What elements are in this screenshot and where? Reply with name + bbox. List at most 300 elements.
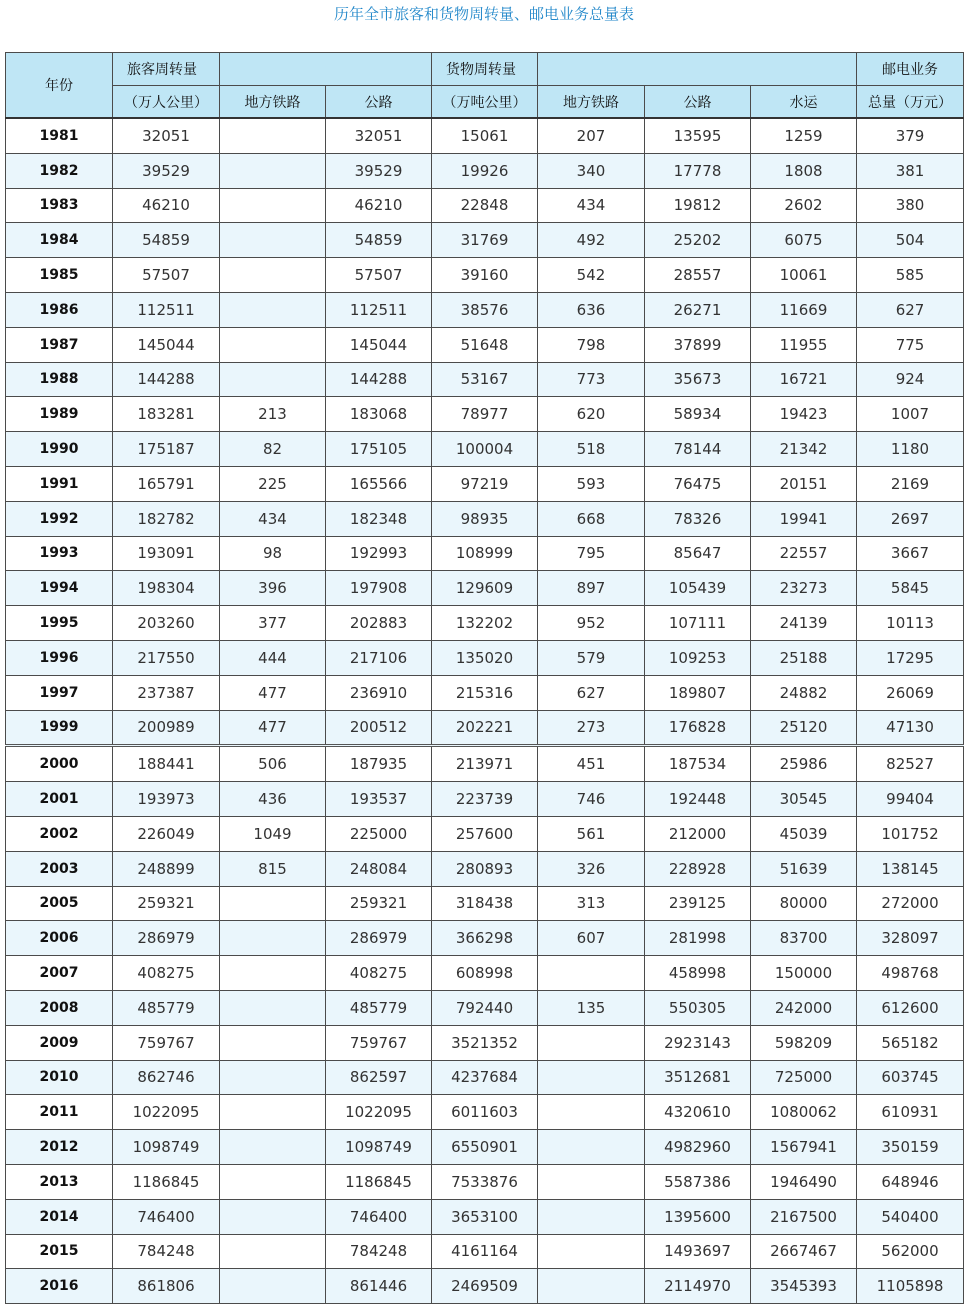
table-row	[6, 188, 964, 223]
freight-water-cell: 24882	[751, 675, 857, 710]
passenger-total-cell: 485779	[113, 990, 220, 1025]
freight-water-cell: 24139	[751, 606, 857, 641]
freight-water-cell: 19941	[751, 501, 857, 536]
passenger-rail-cell: 434	[220, 501, 326, 536]
passenger-road-cell: 259321	[326, 886, 432, 921]
freight-water-cell: 1946490	[751, 1164, 857, 1199]
freight-rail-cell: 518	[538, 432, 645, 467]
post-total-cell: 17295	[857, 640, 964, 675]
passenger-rail-cell	[220, 118, 326, 153]
post-total-cell: 775	[857, 327, 964, 362]
passenger-road-cell: 1098749	[326, 1130, 432, 1165]
freight-total-cell: 257600	[432, 816, 538, 851]
freight-water-cell: 22557	[751, 536, 857, 571]
freight-water-cell: 80000	[751, 886, 857, 921]
freight-rail-cell: 593	[538, 466, 645, 501]
passenger-rail-cell	[220, 1060, 326, 1095]
year-cell: 2016	[6, 1269, 113, 1304]
freight-water-cell: 2667467	[751, 1234, 857, 1269]
passenger-road-cell: 485779	[326, 990, 432, 1025]
table-row	[6, 851, 964, 886]
passenger-road-cell: 32051	[326, 118, 432, 153]
freight-rail-cell: 773	[538, 362, 645, 397]
freight-water-cell: 16721	[751, 362, 857, 397]
freight-total-cell: 3521352	[432, 1025, 538, 1060]
freight-road-cell: 19812	[645, 188, 751, 223]
table-body	[6, 118, 964, 1304]
passenger-road-cell: 187935	[326, 746, 432, 782]
freight-total-cell: 38576	[432, 292, 538, 327]
freight-rail-cell: 579	[538, 640, 645, 675]
freight-water-cell: 6075	[751, 223, 857, 258]
post-total-cell: 99404	[857, 782, 964, 817]
table-row	[6, 640, 964, 675]
freight-rail-cell: 273	[538, 710, 645, 746]
freight-water-cell: 25188	[751, 640, 857, 675]
freight-total-cell: 53167	[432, 362, 538, 397]
passenger-total-cell: 237387	[113, 675, 220, 710]
passenger-rail-cell	[220, 292, 326, 327]
passenger-road-cell: 54859	[326, 223, 432, 258]
freight-road-cell: 85647	[645, 536, 751, 571]
passenger-rail-cell: 98	[220, 536, 326, 571]
passenger-total-cell: 203260	[113, 606, 220, 641]
freight-total-cell: 6550901	[432, 1130, 538, 1165]
table-row	[6, 782, 964, 817]
header-year: 年份	[6, 53, 113, 119]
post-total-cell: 627	[857, 292, 964, 327]
freight-road-cell: 37899	[645, 327, 751, 362]
passenger-total-cell: 54859	[113, 223, 220, 258]
freight-rail-cell: 340	[538, 153, 645, 188]
year-cell: 1984	[6, 223, 113, 258]
passenger-total-cell: 746400	[113, 1199, 220, 1234]
freight-road-cell: 107111	[645, 606, 751, 641]
freight-rail-cell	[538, 1269, 645, 1304]
passenger-rail-cell: 477	[220, 710, 326, 746]
header-freight-road: 公路	[645, 86, 751, 119]
passenger-rail-cell	[220, 1095, 326, 1130]
table-row	[6, 432, 964, 467]
passenger-total-cell: 112511	[113, 292, 220, 327]
passenger-road-cell: 202883	[326, 606, 432, 641]
year-cell: 2009	[6, 1025, 113, 1060]
freight-rail-cell: 746	[538, 782, 645, 817]
freight-road-cell: 4320610	[645, 1095, 751, 1130]
passenger-rail-cell: 1049	[220, 816, 326, 851]
passenger-rail-cell: 506	[220, 746, 326, 782]
passenger-road-cell: 46210	[326, 188, 432, 223]
year-cell: 1986	[6, 292, 113, 327]
passenger-rail-cell: 213	[220, 397, 326, 432]
post-total-cell: 540400	[857, 1199, 964, 1234]
passenger-total-cell: 193973	[113, 782, 220, 817]
freight-rail-cell: 434	[538, 188, 645, 223]
freight-water-cell: 1080062	[751, 1095, 857, 1130]
passenger-road-cell: 1022095	[326, 1095, 432, 1130]
passenger-road-cell: 112511	[326, 292, 432, 327]
passenger-total-cell: 759767	[113, 1025, 220, 1060]
table-row	[6, 956, 964, 991]
table-row	[6, 816, 964, 851]
year-cell: 1987	[6, 327, 113, 362]
header-post: 邮电业务	[857, 53, 964, 86]
freight-road-cell: 105439	[645, 571, 751, 606]
freight-road-cell: 25202	[645, 223, 751, 258]
passenger-road-cell: 759767	[326, 1025, 432, 1060]
passenger-rail-cell: 82	[220, 432, 326, 467]
freight-total-cell: 31769	[432, 223, 538, 258]
header-freight-water: 水运	[751, 86, 857, 119]
post-total-cell: 380	[857, 188, 964, 223]
freight-total-cell: 19926	[432, 153, 538, 188]
passenger-rail-cell	[220, 327, 326, 362]
post-total-cell: 924	[857, 362, 964, 397]
table-row	[6, 397, 964, 432]
freight-road-cell: 78144	[645, 432, 751, 467]
header-freight-rail: 地方铁路	[538, 86, 645, 119]
passenger-road-cell: 217106	[326, 640, 432, 675]
passenger-rail-cell: 444	[220, 640, 326, 675]
freight-road-cell: 1395600	[645, 1199, 751, 1234]
header-freight-spacer	[538, 53, 857, 86]
passenger-road-cell: 192993	[326, 536, 432, 571]
freight-road-cell: 26271	[645, 292, 751, 327]
passenger-rail-cell	[220, 223, 326, 258]
freight-water-cell: 19423	[751, 397, 857, 432]
freight-rail-cell	[538, 1199, 645, 1234]
passenger-total-cell: 784248	[113, 1234, 220, 1269]
passenger-rail-cell: 436	[220, 782, 326, 817]
passenger-rail-cell: 377	[220, 606, 326, 641]
passenger-total-cell: 259321	[113, 886, 220, 921]
freight-total-cell: 6011603	[432, 1095, 538, 1130]
table-row	[6, 1060, 964, 1095]
passenger-total-cell: 408275	[113, 956, 220, 991]
table-title: 历年全市旅客和货物周转量、邮电业务总量表	[333, 5, 634, 23]
freight-rail-cell: 798	[538, 327, 645, 362]
freight-road-cell: 3512681	[645, 1060, 751, 1095]
year-cell: 2005	[6, 886, 113, 921]
header-passenger-unit: （万人公里）	[113, 86, 220, 119]
freight-total-cell: 202221	[432, 710, 538, 746]
passenger-total-cell: 200989	[113, 710, 220, 746]
freight-total-cell: 792440	[432, 990, 538, 1025]
freight-total-cell: 39160	[432, 258, 538, 293]
table-row	[6, 153, 964, 188]
freight-water-cell: 30545	[751, 782, 857, 817]
table-row	[6, 362, 964, 397]
freight-rail-cell: 620	[538, 397, 645, 432]
post-total-cell: 10113	[857, 606, 964, 641]
passenger-road-cell: 248084	[326, 851, 432, 886]
year-cell: 1995	[6, 606, 113, 641]
post-total-cell: 3667	[857, 536, 964, 571]
post-total-cell: 272000	[857, 886, 964, 921]
passenger-road-cell: 200512	[326, 710, 432, 746]
passenger-rail-cell	[220, 1269, 326, 1304]
table-row	[6, 571, 964, 606]
year-cell: 1997	[6, 675, 113, 710]
passenger-road-cell: 408275	[326, 956, 432, 991]
post-total-cell: 565182	[857, 1025, 964, 1060]
freight-water-cell: 1808	[751, 153, 857, 188]
year-cell: 1996	[6, 640, 113, 675]
post-total-cell: 1105898	[857, 1269, 964, 1304]
passenger-road-cell: 183068	[326, 397, 432, 432]
passenger-rail-cell	[220, 362, 326, 397]
post-total-cell: 648946	[857, 1164, 964, 1199]
table-row	[6, 710, 964, 746]
header-passenger-rail: 地方铁路	[220, 86, 326, 119]
year-cell: 2007	[6, 956, 113, 991]
post-total-cell: 603745	[857, 1060, 964, 1095]
freight-total-cell: 15061	[432, 118, 538, 153]
freight-water-cell: 11669	[751, 292, 857, 327]
table-row	[6, 1234, 964, 1269]
header-freight: 货物周转量	[432, 53, 538, 86]
freight-rail-cell: 627	[538, 675, 645, 710]
passenger-rail-cell	[220, 258, 326, 293]
freight-water-cell: 45039	[751, 816, 857, 851]
table-row	[6, 1199, 964, 1234]
passenger-rail-cell	[220, 990, 326, 1025]
year-cell: 2010	[6, 1060, 113, 1095]
passenger-road-cell: 57507	[326, 258, 432, 293]
freight-road-cell: 76475	[645, 466, 751, 501]
passenger-rail-cell	[220, 921, 326, 956]
freight-total-cell: 2469509	[432, 1269, 538, 1304]
freight-total-cell: 100004	[432, 432, 538, 467]
post-total-cell: 350159	[857, 1130, 964, 1165]
freight-rail-cell: 542	[538, 258, 645, 293]
freight-total-cell: 366298	[432, 921, 538, 956]
statistics-table	[5, 52, 964, 1304]
passenger-road-cell: 165566	[326, 466, 432, 501]
freight-road-cell: 212000	[645, 816, 751, 851]
passenger-rail-cell	[220, 1025, 326, 1060]
freight-rail-cell: 668	[538, 501, 645, 536]
year-cell: 2015	[6, 1234, 113, 1269]
passenger-road-cell: 784248	[326, 1234, 432, 1269]
freight-rail-cell: 492	[538, 223, 645, 258]
freight-water-cell: 11955	[751, 327, 857, 362]
year-cell: 2014	[6, 1199, 113, 1234]
freight-water-cell: 10061	[751, 258, 857, 293]
passenger-road-cell: 861446	[326, 1269, 432, 1304]
post-total-cell: 504	[857, 223, 964, 258]
post-total-cell: 1007	[857, 397, 964, 432]
year-cell: 2013	[6, 1164, 113, 1199]
freight-road-cell: 5587386	[645, 1164, 751, 1199]
freight-water-cell: 1259	[751, 118, 857, 153]
table-row	[6, 746, 964, 782]
freight-total-cell: 97219	[432, 466, 538, 501]
year-cell: 2001	[6, 782, 113, 817]
freight-water-cell: 25986	[751, 746, 857, 782]
freight-rail-cell: 636	[538, 292, 645, 327]
header-freight-unit: （万吨公里）	[432, 86, 538, 119]
passenger-total-cell: 1022095	[113, 1095, 220, 1130]
table-row	[6, 292, 964, 327]
freight-total-cell: 223739	[432, 782, 538, 817]
freight-road-cell: 1493697	[645, 1234, 751, 1269]
year-cell: 1992	[6, 501, 113, 536]
freight-total-cell: 318438	[432, 886, 538, 921]
freight-road-cell: 239125	[645, 886, 751, 921]
passenger-rail-cell: 396	[220, 571, 326, 606]
passenger-rail-cell	[220, 1164, 326, 1199]
year-cell: 1981	[6, 118, 113, 153]
freight-water-cell: 2602	[751, 188, 857, 223]
freight-water-cell: 21342	[751, 432, 857, 467]
passenger-rail-cell	[220, 188, 326, 223]
table-row	[6, 921, 964, 956]
post-total-cell: 5845	[857, 571, 964, 606]
freight-water-cell: 150000	[751, 956, 857, 991]
freight-water-cell: 598209	[751, 1025, 857, 1060]
post-total-cell: 47130	[857, 710, 964, 746]
passenger-total-cell: 862746	[113, 1060, 220, 1095]
freight-total-cell: 108999	[432, 536, 538, 571]
freight-total-cell: 4161164	[432, 1234, 538, 1269]
year-cell: 2002	[6, 816, 113, 851]
passenger-total-cell: 286979	[113, 921, 220, 956]
table-row	[6, 1130, 964, 1165]
passenger-total-cell: 32051	[113, 118, 220, 153]
passenger-road-cell: 182348	[326, 501, 432, 536]
table-row	[6, 118, 964, 153]
post-total-cell: 562000	[857, 1234, 964, 1269]
passenger-rail-cell	[220, 956, 326, 991]
freight-total-cell: 608998	[432, 956, 538, 991]
table-row	[6, 1164, 964, 1199]
freight-rail-cell: 561	[538, 816, 645, 851]
freight-road-cell: 78326	[645, 501, 751, 536]
passenger-road-cell: 225000	[326, 816, 432, 851]
freight-road-cell: 281998	[645, 921, 751, 956]
freight-road-cell: 189807	[645, 675, 751, 710]
freight-road-cell: 35673	[645, 362, 751, 397]
table-row	[6, 466, 964, 501]
passenger-road-cell: 286979	[326, 921, 432, 956]
post-total-cell: 498768	[857, 956, 964, 991]
post-total-cell: 101752	[857, 816, 964, 851]
passenger-road-cell: 236910	[326, 675, 432, 710]
freight-road-cell: 228928	[645, 851, 751, 886]
passenger-rail-cell	[220, 1234, 326, 1269]
freight-total-cell: 215316	[432, 675, 538, 710]
freight-road-cell: 550305	[645, 990, 751, 1025]
passenger-total-cell: 175187	[113, 432, 220, 467]
post-total-cell: 379	[857, 118, 964, 153]
year-cell: 1994	[6, 571, 113, 606]
post-total-cell: 2697	[857, 501, 964, 536]
freight-rail-cell: 795	[538, 536, 645, 571]
freight-road-cell: 2114970	[645, 1269, 751, 1304]
freight-total-cell: 3653100	[432, 1199, 538, 1234]
freight-road-cell: 187534	[645, 746, 751, 782]
passenger-total-cell: 188441	[113, 746, 220, 782]
table-row	[6, 501, 964, 536]
post-total-cell: 612600	[857, 990, 964, 1025]
passenger-total-cell: 861806	[113, 1269, 220, 1304]
freight-water-cell: 725000	[751, 1060, 857, 1095]
passenger-total-cell: 198304	[113, 571, 220, 606]
freight-total-cell: 132202	[432, 606, 538, 641]
year-cell: 1989	[6, 397, 113, 432]
table-row	[6, 990, 964, 1025]
passenger-total-cell: 145044	[113, 327, 220, 362]
post-total-cell: 138145	[857, 851, 964, 886]
freight-water-cell: 25120	[751, 710, 857, 746]
passenger-road-cell: 39529	[326, 153, 432, 188]
freight-water-cell: 3545393	[751, 1269, 857, 1304]
header-passenger-spacer	[220, 53, 432, 86]
year-cell: 2000	[6, 746, 113, 782]
freight-road-cell: 2923143	[645, 1025, 751, 1060]
header-passenger-road: 公路	[326, 86, 432, 119]
table-row	[6, 675, 964, 710]
freight-road-cell: 192448	[645, 782, 751, 817]
freight-total-cell: 51648	[432, 327, 538, 362]
year-cell: 2006	[6, 921, 113, 956]
year-cell: 2012	[6, 1130, 113, 1165]
freight-road-cell: 109253	[645, 640, 751, 675]
freight-total-cell: 280893	[432, 851, 538, 886]
freight-rail-cell	[538, 956, 645, 991]
passenger-rail-cell	[220, 1130, 326, 1165]
freight-water-cell: 51639	[751, 851, 857, 886]
passenger-total-cell: 39529	[113, 153, 220, 188]
freight-total-cell: 98935	[432, 501, 538, 536]
passenger-rail-cell: 815	[220, 851, 326, 886]
table-row	[6, 1025, 964, 1060]
year-cell: 1991	[6, 466, 113, 501]
freight-road-cell: 28557	[645, 258, 751, 293]
passenger-total-cell: 1186845	[113, 1164, 220, 1199]
post-total-cell: 381	[857, 153, 964, 188]
table-row	[6, 1095, 964, 1130]
passenger-total-cell: 182782	[113, 501, 220, 536]
year-cell: 1990	[6, 432, 113, 467]
header-passenger: 旅客周转量	[113, 53, 220, 86]
freight-rail-cell: 897	[538, 571, 645, 606]
post-total-cell: 26069	[857, 675, 964, 710]
freight-rail-cell: 135	[538, 990, 645, 1025]
passenger-road-cell: 144288	[326, 362, 432, 397]
passenger-total-cell: 57507	[113, 258, 220, 293]
freight-water-cell: 2167500	[751, 1199, 857, 1234]
freight-total-cell: 135020	[432, 640, 538, 675]
passenger-road-cell: 862597	[326, 1060, 432, 1095]
header-post-unit: 总量（万元）	[857, 86, 964, 119]
freight-water-cell: 83700	[751, 921, 857, 956]
freight-water-cell: 242000	[751, 990, 857, 1025]
year-cell: 1999	[6, 710, 113, 746]
freight-rail-cell	[538, 1060, 645, 1095]
passenger-total-cell: 144288	[113, 362, 220, 397]
passenger-road-cell: 175105	[326, 432, 432, 467]
freight-water-cell: 1567941	[751, 1130, 857, 1165]
year-cell: 2003	[6, 851, 113, 886]
passenger-total-cell: 165791	[113, 466, 220, 501]
year-cell: 1983	[6, 188, 113, 223]
freight-total-cell: 78977	[432, 397, 538, 432]
freight-road-cell: 176828	[645, 710, 751, 746]
table-row	[6, 606, 964, 641]
freight-road-cell: 458998	[645, 956, 751, 991]
